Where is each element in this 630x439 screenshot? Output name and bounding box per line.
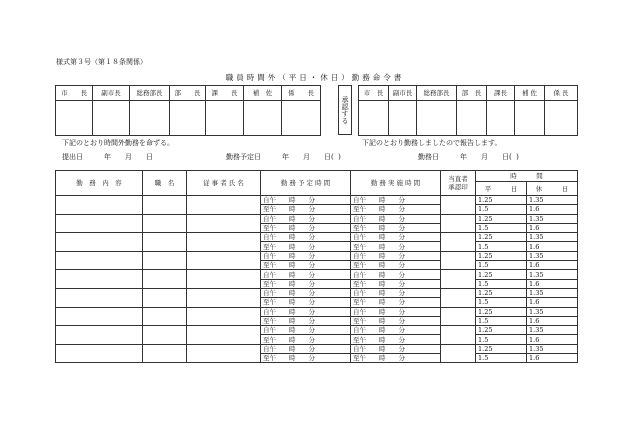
header-duty-stamp-line2: 承認印 bbox=[448, 183, 468, 191]
weekday-rate-cell: 1.5 bbox=[476, 205, 527, 214]
work-content-cell[interactable] bbox=[56, 344, 143, 363]
approval-label: 副市長 bbox=[389, 86, 417, 101]
position-cell[interactable] bbox=[143, 344, 187, 363]
approval-label: 市 長 bbox=[359, 86, 389, 101]
weekday-rate-cell: 1.25 bbox=[476, 233, 527, 242]
approval-label: 市 長 bbox=[56, 86, 93, 101]
approval-label: 補 佐 bbox=[244, 86, 282, 101]
approval-label: 補 佐 bbox=[515, 86, 545, 101]
planned-to-cell[interactable]: 至午 時 分 bbox=[261, 261, 351, 270]
weekday-rate-cell: 1.5 bbox=[476, 242, 527, 251]
approval-stamp-cell[interactable] bbox=[170, 101, 206, 136]
work-content-cell[interactable] bbox=[56, 326, 143, 345]
planned-date: 勤務予定日 年 月 日( ) bbox=[226, 153, 341, 161]
work-order-table bbox=[55, 170, 578, 363]
planned-from-cell[interactable]: 自午 時 分 bbox=[261, 344, 351, 353]
approval-stamp-cell[interactable] bbox=[515, 101, 545, 136]
header-duty-stamp-line1: 当直者 bbox=[448, 175, 468, 183]
duty-stamp-cell[interactable] bbox=[441, 196, 476, 215]
holiday-rate-cell: 1.6 bbox=[527, 261, 578, 270]
holiday-rate-cell: 1.35 bbox=[527, 196, 578, 205]
actual-to-cell[interactable]: 至午 時 分 bbox=[351, 261, 441, 270]
work-content-cell[interactable] bbox=[56, 214, 143, 233]
holiday-rate-cell: 1.6 bbox=[527, 242, 578, 251]
holiday-rate-cell: 1.6 bbox=[527, 205, 578, 214]
planned-from-cell[interactable]: 自午 時 分 bbox=[261, 196, 351, 205]
work-content-cell[interactable] bbox=[56, 270, 143, 289]
header-hours: 時 間 bbox=[476, 171, 578, 182]
weekday-rate-cell: 1.25 bbox=[476, 251, 527, 260]
actual-from-cell[interactable]: 自午 時 分 bbox=[351, 251, 441, 260]
approval-stamp-cell[interactable] bbox=[457, 101, 487, 136]
weekday-rate-cell: 1.25 bbox=[476, 307, 527, 316]
table-row bbox=[56, 288, 578, 297]
worker-name-cell[interactable] bbox=[187, 196, 261, 215]
holiday-rate-cell: 1.6 bbox=[527, 223, 578, 232]
worker-name-cell[interactable] bbox=[187, 251, 261, 270]
actual-to-cell[interactable]: 至午 時 分 bbox=[351, 242, 441, 251]
weekday-rate-cell: 1.5 bbox=[476, 335, 527, 344]
actual-from-cell[interactable]: 自午 時 分 bbox=[351, 196, 441, 205]
planned-to-cell[interactable]: 至午 時 分 bbox=[261, 298, 351, 307]
approval-stamp-cell[interactable] bbox=[244, 101, 282, 136]
weekday-rate-cell: 1.25 bbox=[476, 344, 527, 353]
actual-from-cell[interactable]: 自午 時 分 bbox=[351, 344, 441, 353]
actual-from-cell[interactable]: 自午 時 分 bbox=[351, 307, 441, 316]
worker-name-cell[interactable] bbox=[187, 288, 261, 307]
holiday-rate-cell: 1.35 bbox=[527, 270, 578, 279]
header-worker-name: 従 事 者 氏 名 bbox=[187, 171, 261, 196]
header-holiday: 休 日 bbox=[527, 182, 578, 196]
planned-to-cell[interactable]: 至午 時 分 bbox=[261, 279, 351, 288]
planned-to-cell[interactable]: 至午 時 分 bbox=[261, 316, 351, 325]
actual-from-cell[interactable]: 自午 時 分 bbox=[351, 270, 441, 279]
duty-stamp-cell[interactable] bbox=[441, 251, 476, 270]
table-row bbox=[56, 251, 578, 260]
approval-box-right bbox=[358, 85, 578, 136]
holiday-rate-cell: 1.6 bbox=[527, 335, 578, 344]
header-weekday: 平 日 bbox=[476, 182, 527, 196]
approval-stamp-cell[interactable] bbox=[359, 101, 389, 136]
planned-to-cell[interactable]: 至午 時 分 bbox=[261, 354, 351, 363]
duty-stamp-cell[interactable] bbox=[441, 233, 476, 252]
position-cell[interactable] bbox=[143, 233, 187, 252]
approval-stamp-cell[interactable] bbox=[206, 101, 244, 136]
work-content-cell[interactable] bbox=[56, 288, 143, 307]
approval-label: 係 長 bbox=[282, 86, 321, 101]
position-cell[interactable] bbox=[143, 307, 187, 326]
header-actual-time: 勤 務 実 施 時 間 bbox=[351, 171, 441, 196]
worker-name-cell[interactable] bbox=[187, 326, 261, 345]
duty-stamp-cell[interactable] bbox=[441, 214, 476, 233]
actual-to-cell[interactable]: 至午 時 分 bbox=[351, 354, 441, 363]
actual-to-cell[interactable]: 至午 時 分 bbox=[351, 205, 441, 214]
holiday-rate-cell: 1.35 bbox=[527, 214, 578, 223]
work-content-cell[interactable] bbox=[56, 307, 143, 326]
worker-name-cell[interactable] bbox=[187, 270, 261, 289]
holiday-rate-cell: 1.35 bbox=[527, 326, 578, 335]
approval-label: 総務部長 bbox=[417, 86, 457, 101]
approval-stamp-cell[interactable] bbox=[130, 101, 170, 136]
table-row bbox=[56, 307, 578, 316]
duty-stamp-cell[interactable] bbox=[441, 326, 476, 345]
actual-to-cell[interactable]: 至午 時 分 bbox=[351, 316, 441, 325]
approval-stamp-cell[interactable] bbox=[93, 101, 130, 136]
actual-from-cell[interactable]: 自午 時 分 bbox=[351, 233, 441, 242]
worker-name-cell[interactable] bbox=[187, 307, 261, 326]
actual-to-cell[interactable]: 至午 時 分 bbox=[351, 335, 441, 344]
worker-name-cell[interactable] bbox=[187, 233, 261, 252]
weekday-rate-cell: 1.5 bbox=[476, 261, 527, 270]
position-cell[interactable] bbox=[143, 270, 187, 289]
table-row bbox=[56, 344, 578, 353]
worker-name-cell[interactable] bbox=[187, 344, 261, 363]
weekday-rate-cell: 1.5 bbox=[476, 316, 527, 325]
header-work-content: 勤 務 内 容 bbox=[56, 171, 143, 196]
approval-stamp-cell[interactable] bbox=[417, 101, 457, 136]
approval-stamp-cell[interactable] bbox=[487, 101, 515, 136]
planned-from-cell[interactable]: 自午 時 分 bbox=[261, 270, 351, 279]
approval-stamp-cell[interactable] bbox=[56, 101, 93, 136]
planned-from-cell[interactable]: 自午 時 分 bbox=[261, 326, 351, 335]
approval-stamp-cell[interactable] bbox=[389, 101, 417, 136]
weekday-rate-cell: 1.5 bbox=[476, 354, 527, 363]
table-row bbox=[56, 233, 578, 242]
planned-from-cell[interactable]: 自午 時 分 bbox=[261, 307, 351, 316]
weekday-rate-cell: 1.5 bbox=[476, 223, 527, 232]
approval-label: 部 長 bbox=[457, 86, 487, 101]
approval-label: 課 長 bbox=[206, 86, 244, 101]
approval-label: 課長 bbox=[487, 86, 515, 101]
weekday-rate-cell: 1.5 bbox=[476, 279, 527, 288]
approval-stamp-cell[interactable] bbox=[545, 101, 578, 136]
position-cell[interactable] bbox=[143, 251, 187, 270]
duty-stamp-cell[interactable] bbox=[441, 270, 476, 289]
position-cell[interactable] bbox=[143, 196, 187, 215]
actual-from-cell[interactable]: 自午 時 分 bbox=[351, 326, 441, 335]
planned-to-cell[interactable]: 至午 時 分 bbox=[261, 223, 351, 232]
position-cell[interactable] bbox=[143, 214, 187, 233]
approval-side-label: 承認する bbox=[341, 96, 349, 124]
holiday-rate-cell: 1.35 bbox=[527, 288, 578, 297]
table-row bbox=[56, 196, 578, 205]
duty-stamp-cell[interactable] bbox=[441, 307, 476, 326]
table-row bbox=[56, 326, 578, 335]
holiday-rate-cell: 1.6 bbox=[527, 354, 578, 363]
holiday-rate-cell: 1.6 bbox=[527, 279, 578, 288]
planned-to-cell[interactable]: 至午 時 分 bbox=[261, 335, 351, 344]
work-date: 勤務日 年 月 日( ) bbox=[418, 153, 519, 161]
weekday-rate-cell: 1.25 bbox=[476, 214, 527, 223]
approval-box-left bbox=[55, 85, 321, 136]
table-row bbox=[56, 270, 578, 279]
work-content-cell[interactable] bbox=[56, 196, 143, 215]
position-cell[interactable] bbox=[143, 326, 187, 345]
worker-name-cell[interactable] bbox=[187, 214, 261, 233]
header-duty-stamp bbox=[441, 171, 476, 196]
approval-label: 部 長 bbox=[170, 86, 206, 101]
work-content-cell[interactable] bbox=[56, 233, 143, 252]
form-label: 様式第３号（第１８条関係） bbox=[56, 58, 147, 66]
holiday-rate-cell: 1.35 bbox=[527, 307, 578, 316]
planned-from-cell[interactable]: 自午 時 分 bbox=[261, 233, 351, 242]
planned-to-cell[interactable]: 至午 時 分 bbox=[261, 205, 351, 214]
approval-label: 総務部長 bbox=[130, 86, 170, 101]
actual-from-cell[interactable]: 自午 時 分 bbox=[351, 288, 441, 297]
planned-from-cell[interactable]: 自午 時 分 bbox=[261, 214, 351, 223]
actual-from-cell[interactable]: 自午 時 分 bbox=[351, 214, 441, 223]
holiday-rate-cell: 1.35 bbox=[527, 344, 578, 353]
approval-stamp-cell[interactable] bbox=[282, 101, 321, 136]
header-position: 職 名 bbox=[143, 171, 187, 196]
submit-date: 提出日 年 月 日 bbox=[62, 153, 153, 161]
holiday-rate-cell: 1.35 bbox=[527, 251, 578, 260]
table-row bbox=[56, 214, 578, 223]
order-text: 下記のとおり時間外勤務を命ずる。 bbox=[62, 139, 174, 147]
holiday-rate-cell: 1.6 bbox=[527, 316, 578, 325]
holiday-rate-cell: 1.35 bbox=[527, 233, 578, 242]
report-text: 下記のとおり勤務しましたので報告します。 bbox=[362, 139, 502, 147]
position-cell[interactable] bbox=[143, 288, 187, 307]
planned-from-cell[interactable]: 自午 時 分 bbox=[261, 288, 351, 297]
approval-side-label-box bbox=[338, 85, 352, 135]
weekday-rate-cell: 1.25 bbox=[476, 326, 527, 335]
weekday-rate-cell: 1.25 bbox=[476, 270, 527, 279]
duty-stamp-cell[interactable] bbox=[441, 288, 476, 307]
actual-to-cell[interactable]: 至午 時 分 bbox=[351, 223, 441, 232]
approval-label: 係 長 bbox=[545, 86, 578, 101]
weekday-rate-cell: 1.25 bbox=[476, 196, 527, 205]
weekday-rate-cell: 1.25 bbox=[476, 288, 527, 297]
weekday-rate-cell: 1.5 bbox=[476, 298, 527, 307]
duty-stamp-cell[interactable] bbox=[441, 344, 476, 363]
holiday-rate-cell: 1.6 bbox=[527, 298, 578, 307]
planned-to-cell[interactable]: 至午 時 分 bbox=[261, 242, 351, 251]
approval-label: 副市長 bbox=[93, 86, 130, 101]
document-title: 職員時間外（平日・休日）勤務命令書 bbox=[225, 73, 405, 82]
header-planned-time: 勤 務 予 定 時 間 bbox=[261, 171, 351, 196]
work-content-cell[interactable] bbox=[56, 251, 143, 270]
planned-from-cell[interactable]: 自午 時 分 bbox=[261, 251, 351, 260]
actual-to-cell[interactable]: 至午 時 分 bbox=[351, 298, 441, 307]
actual-to-cell[interactable]: 至午 時 分 bbox=[351, 279, 441, 288]
